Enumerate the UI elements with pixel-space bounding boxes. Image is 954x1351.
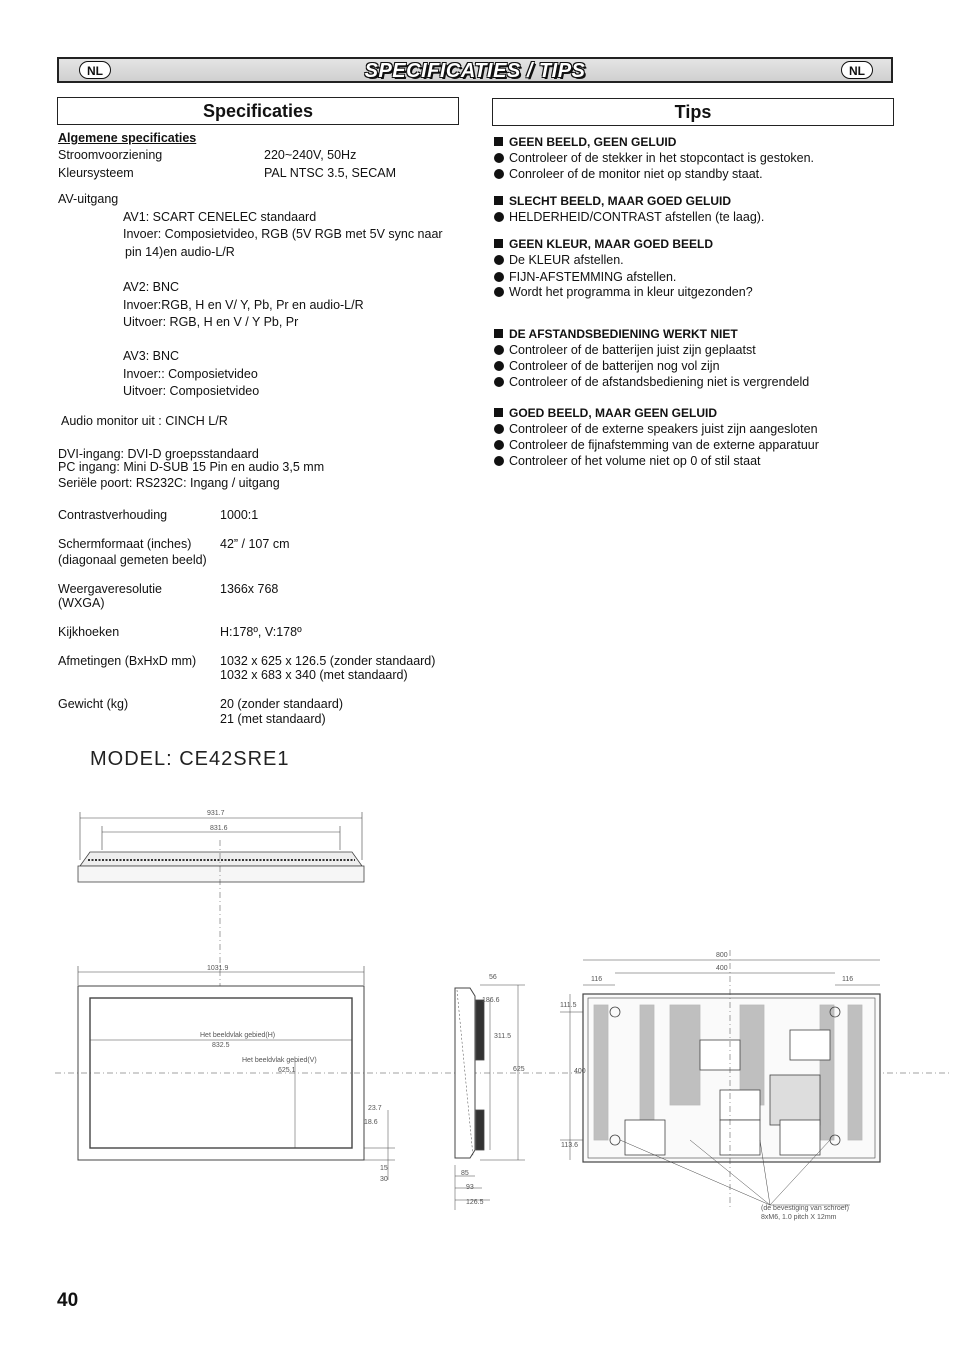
screen-label-2: (diagonaal gemeten beeld)	[58, 553, 207, 567]
tip-heading-1: GEEN BEELD, GEEN GELUID	[494, 135, 676, 150]
lang-badge-left: NL	[79, 61, 111, 79]
weight-value-1: 20 (zonder standaard)	[220, 697, 343, 711]
screw-note: 8xM6, 1.0 pitch X 12mm	[761, 1214, 837, 1221]
color-value: PAL NTSC 3.5, SECAM	[264, 166, 396, 180]
dim-label: 18.6	[364, 1119, 378, 1126]
page-title: SPECIFICATIES / TIPS	[364, 60, 586, 82]
tip-item: Conroleer of de monitor niet op standby staat.	[494, 167, 763, 182]
dim-label: 15	[380, 1165, 388, 1172]
screw-note: (de bevestiging van schroef)	[761, 1205, 849, 1212]
resolution-value: 1366x 768	[220, 582, 279, 596]
tip-item: HELDERHEID/CONTRAST afstellen (te laag).	[494, 210, 764, 225]
dvi-input: DVI-ingang: DVI-D groepsstandaard	[58, 447, 259, 461]
dim-label: 800	[716, 952, 728, 959]
av2-line1: AV2: BNC	[123, 280, 180, 294]
dim-label: 111.5	[560, 1002, 577, 1009]
av1-line3: pin 14)en audio-L/R	[125, 245, 235, 259]
dim-label: 832.5	[212, 1042, 230, 1049]
dim-label: 311.5	[494, 1033, 511, 1040]
lang-badge-right: NL	[841, 61, 873, 79]
tip-item: Controleer of het volume niet op 0 of stil staat	[494, 454, 761, 469]
av1-line1: AV1: SCART CENELEC standaard	[123, 210, 317, 224]
power-label: Stroomvoorziening	[58, 148, 163, 162]
dim-label: 116	[591, 976, 603, 983]
tip-item: Controleer of de stekker in het stopcontact is gestoken.	[494, 151, 814, 166]
serial-port: Seriële poort: RS232C: Ingang / uitgang	[58, 476, 280, 490]
av1-line2: Invoer: Composietvideo, RGB (5V RGB met 5V sync naar	[123, 227, 443, 241]
weight-value-2: 21 (met standaard)	[220, 712, 326, 726]
av2-line2: Invoer:RGB, H en V/ Y, Pb, Pr en audio-L/R	[123, 298, 364, 312]
weight-label: Gewicht (kg)	[58, 697, 129, 711]
pc-input: PC ingang: Mini D-SUB 15 Pin en audio 3,5 mm	[58, 460, 325, 474]
dim-label: 931.7	[207, 810, 225, 817]
dim-label: 831.6	[210, 825, 228, 832]
specs-heading: Specificaties	[57, 97, 459, 125]
tip-heading-4: DE AFSTANDSBEDIENING WERKT NIET	[494, 327, 738, 342]
tip-item: Controleer de fijnafstemming van de externe apparatuur	[494, 438, 819, 453]
color-label: Kleursysteem	[58, 166, 134, 180]
resolution-label: Weergaveresolutie	[58, 582, 162, 596]
dim-label: 116	[842, 976, 854, 983]
dimensions-value-1: 1032 x 625 x 126.5 (zonder standaard)	[220, 654, 436, 668]
dim-label: 1031.9	[207, 965, 229, 972]
model-label: MODEL: CE42SRE1	[90, 748, 290, 770]
tip-item: Wordt het programma in kleur uitgezonden?	[494, 285, 753, 300]
screen-value: 42” / 107 cm	[220, 537, 290, 551]
dim-label: 400	[574, 1068, 586, 1075]
av3-line3: Uitvoer: Composietvideo	[123, 384, 260, 398]
dim-label: 126.5	[466, 1199, 484, 1206]
back-view	[560, 950, 880, 1210]
dim-label: 93	[466, 1184, 474, 1191]
general-specs-heading: Algemene specificaties	[58, 131, 197, 145]
power-value: 220~240V, 50Hz	[264, 148, 357, 162]
tip-item: Controleer of de batterijen nog vol zijn	[494, 359, 720, 374]
dim-label: 625	[513, 1066, 525, 1073]
tip-item: Controleer of de externe speakers juist zijn aangesloten	[494, 422, 818, 437]
dim-label: 23.7	[368, 1105, 382, 1112]
dim-label: 113.6	[561, 1142, 578, 1149]
dim-label: 625.1	[278, 1067, 296, 1074]
dim-label: 186.6	[482, 997, 500, 1004]
tip-heading-2: SLECHT BEELD, MAAR GOED GELUID	[494, 194, 731, 209]
viewing-angle-label: Kijkhoeken	[58, 625, 120, 639]
av3-line1: AV3: BNC	[123, 349, 180, 363]
tip-item: FIJN-AFSTEMMING afstellen.	[494, 270, 676, 285]
av3-line2: Invoer:: Composietvideo	[123, 367, 258, 381]
dim-label: 30	[380, 1176, 388, 1183]
tip-item: Controleer of de batterijen juist zijn geplaatst	[494, 343, 756, 358]
contrast-label: Contrastverhouding	[58, 508, 168, 522]
dim-label: Het beeldvlak gebied(V)	[242, 1057, 317, 1064]
dimensions-value-2: 1032 x 683 x 340 (met standaard)	[220, 668, 408, 682]
resolution-label-2: (WXGA)	[58, 596, 105, 610]
dim-label: 400	[716, 965, 728, 972]
tip-item: De KLEUR afstellen.	[494, 253, 624, 268]
av-label: AV-uitgang	[58, 192, 119, 206]
av2-line3: Uitvoer: RGB, H en V / Y Pb, Pr	[123, 315, 299, 329]
tips-heading: Tips	[492, 98, 894, 126]
tip-heading-3: GEEN KLEUR, MAAR GOED BEELD	[494, 237, 713, 252]
screen-label: Schermformaat (inches)	[58, 537, 192, 551]
dim-label: 56	[489, 974, 497, 981]
dim-label: Het beeldvlak gebied(H)	[200, 1032, 276, 1039]
viewing-angle-value: H:178º, V:178º	[220, 625, 302, 639]
dim-label: 85	[461, 1170, 469, 1177]
dimensions-label: Afmetingen (BxHxD mm)	[58, 654, 197, 668]
page-number: 40	[57, 1290, 79, 1311]
contrast-value: 1000:1	[220, 508, 259, 522]
tip-item: Controleer of de afstandsbediening niet is vergrendeld	[494, 375, 809, 390]
tip-heading-5: GOED BEELD, MAAR GEEN GELUID	[494, 406, 717, 421]
audio-out: Audio monitor uit : CINCH L/R	[61, 414, 228, 428]
